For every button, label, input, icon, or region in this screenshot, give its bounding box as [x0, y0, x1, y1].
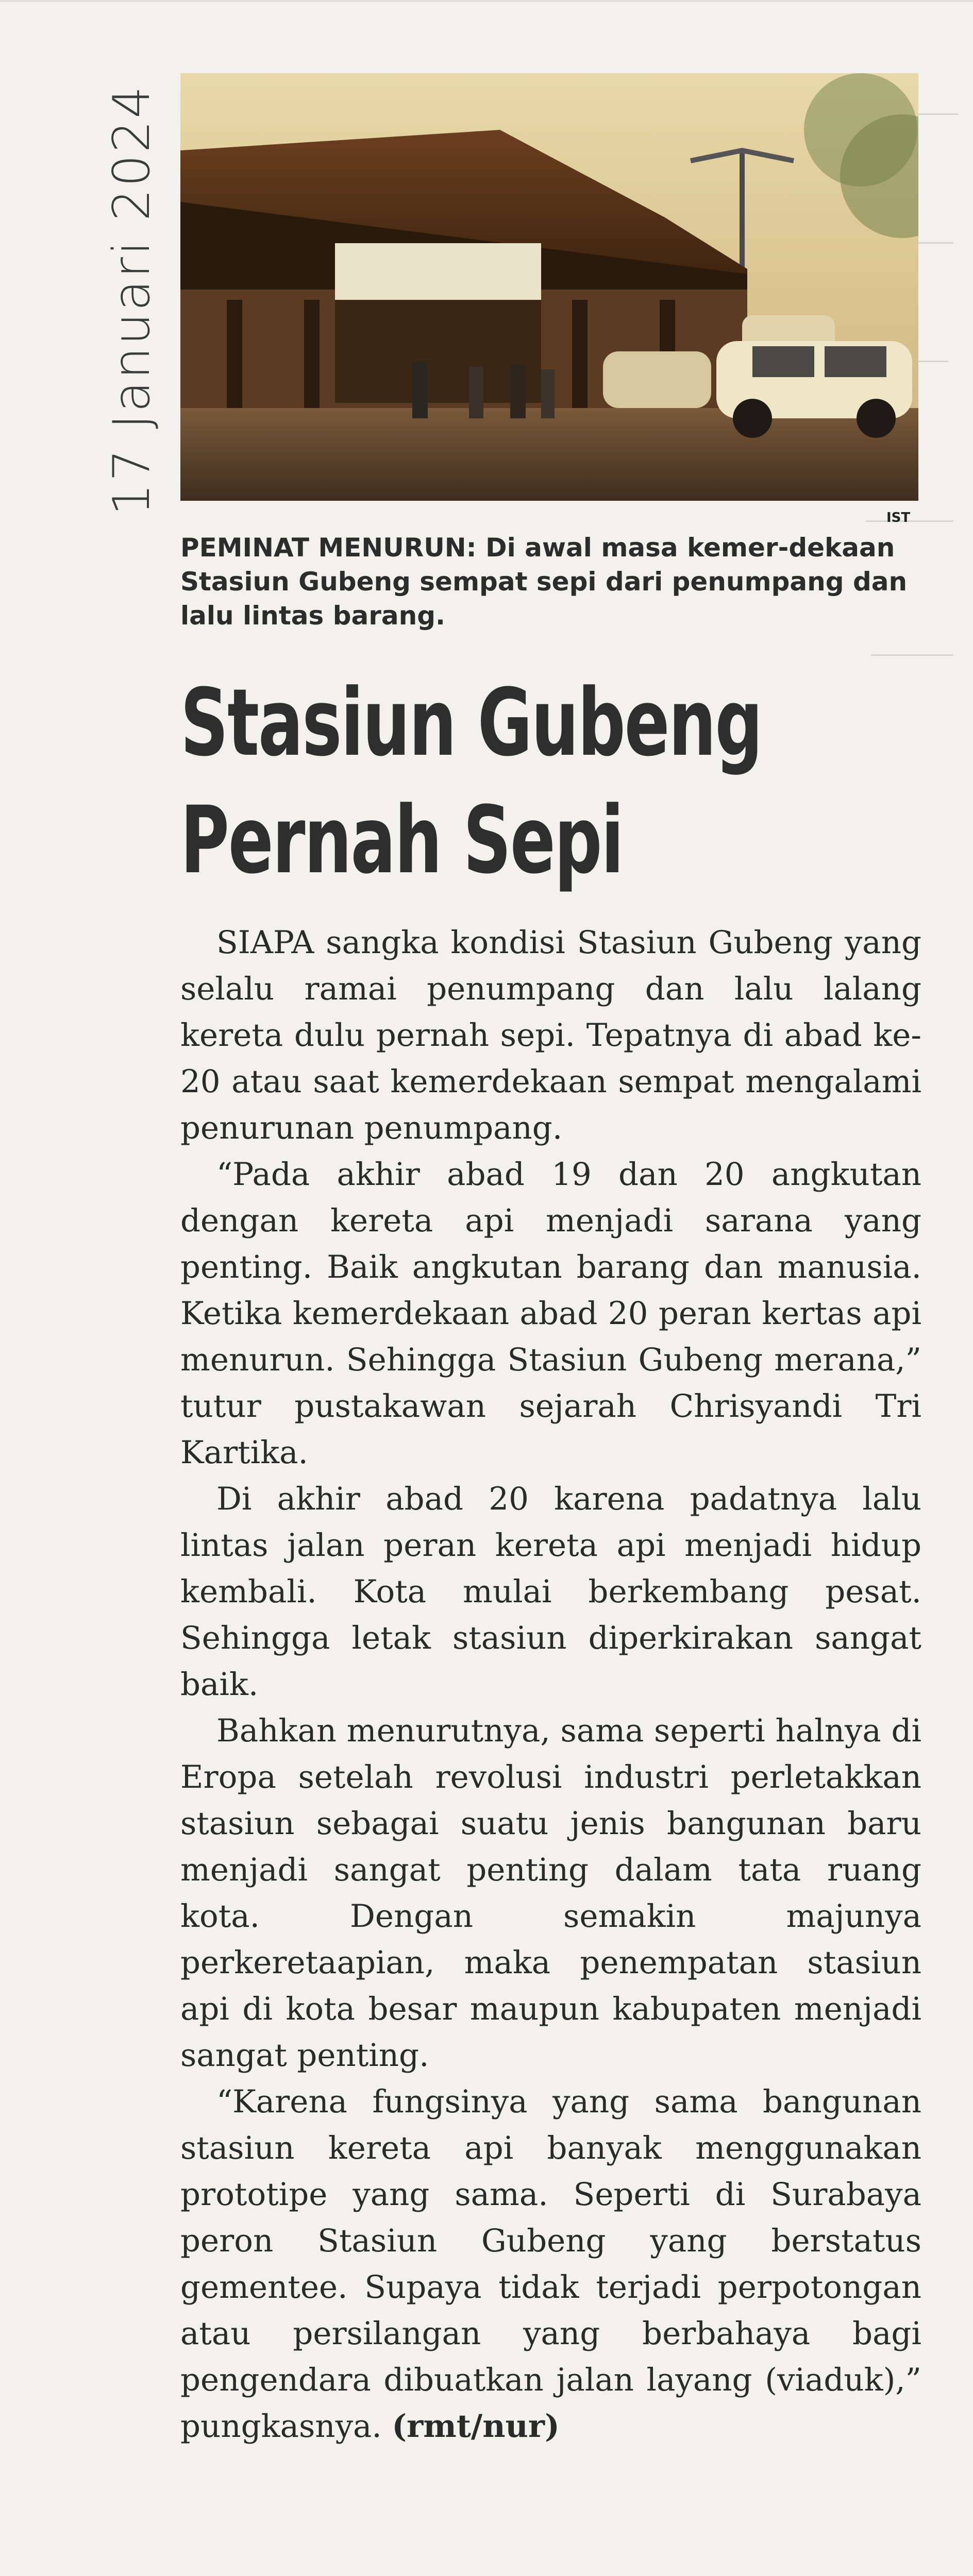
headline-line-2: Pernah Sepi: [180, 787, 623, 894]
article-paragraph: Di akhir abad 20 karena padatnya lalu lintas jalan peran kereta api menjadi hidup kembali. Kota mulai berkembang pesat. Sehingga letak stasiun diperkirakan sangat baik.: [180, 1481, 921, 1703]
article-photo: [180, 73, 918, 501]
article-paragraph: Bahkan menurutnya, sama seperti halnya di Eropa setelah revolusi industri perletakkan stasiun sebagai suatu jenis bangunan baru menjadi sangat penting dalam tata ruang kota. Dengan semakin majunya perkeretaapian, maka penempatan stasiun api di kota besar maupun kabupaten menjadi sangat penting.: [180, 1713, 921, 2074]
article-paragraph-text: “Karena fungsinya yang sama bangunan stasiun kereta api banyak menggunakan prototipe yang sama. Seperti di Surabaya peron Stasiun Gubeng yang berstatus gementee. Supaya tidak terjadi perpotongan atau persilangan yang berbahaya bagi pengendara dibuatkan jalan layang (viaduk),” pungkasnya.: [180, 2083, 921, 2445]
headline-line-1: Stasiun Gubeng: [180, 669, 762, 777]
article-paragraph: “Pada akhir abad 19 dan 20 angkutan dengan kereta api menjadi sarana yang penting. Baik angkutan barang dan manusia. Ketika kemerdekaan abad 20 peran kertas api menurun. Sehingga Stasiun Gubeng merana,” tutur pustakawan sejarah Chrisyandi Tri Kartika.: [180, 1156, 921, 1471]
handwritten-date-text: 17 Januari 2024: [103, 84, 161, 516]
train-station-photo-icon: [180, 73, 918, 501]
photo-credit: IST: [886, 510, 911, 526]
caption-text: Di awal masa kemer-dekaan Stasiun Gubeng sempat sepi dari penumpang dan lalu lintas barang.: [180, 533, 908, 631]
paper-edge-top: [0, 0, 973, 2]
caption-lead: PEMINAT MENURUN:: [180, 533, 477, 563]
handwritten-date: [96, 83, 168, 516]
byline: (rmt/nur): [392, 2408, 560, 2445]
adjacent-column-fragment: [871, 654, 953, 656]
headline: [180, 665, 762, 900]
article-paragraph-last: [180, 2079, 921, 2450]
article-body: [180, 920, 921, 2450]
photo-caption: [180, 531, 920, 633]
article-paragraph: SIAPA sangka kondisi Stasiun Gubeng yang selalu ramai penumpang dan lalu lalang kereta dulu pernah sepi. Tepatnya di abad ke-20 atau saat kemerdekaan sempat mengalami penurunan penumpang.: [180, 924, 921, 1146]
